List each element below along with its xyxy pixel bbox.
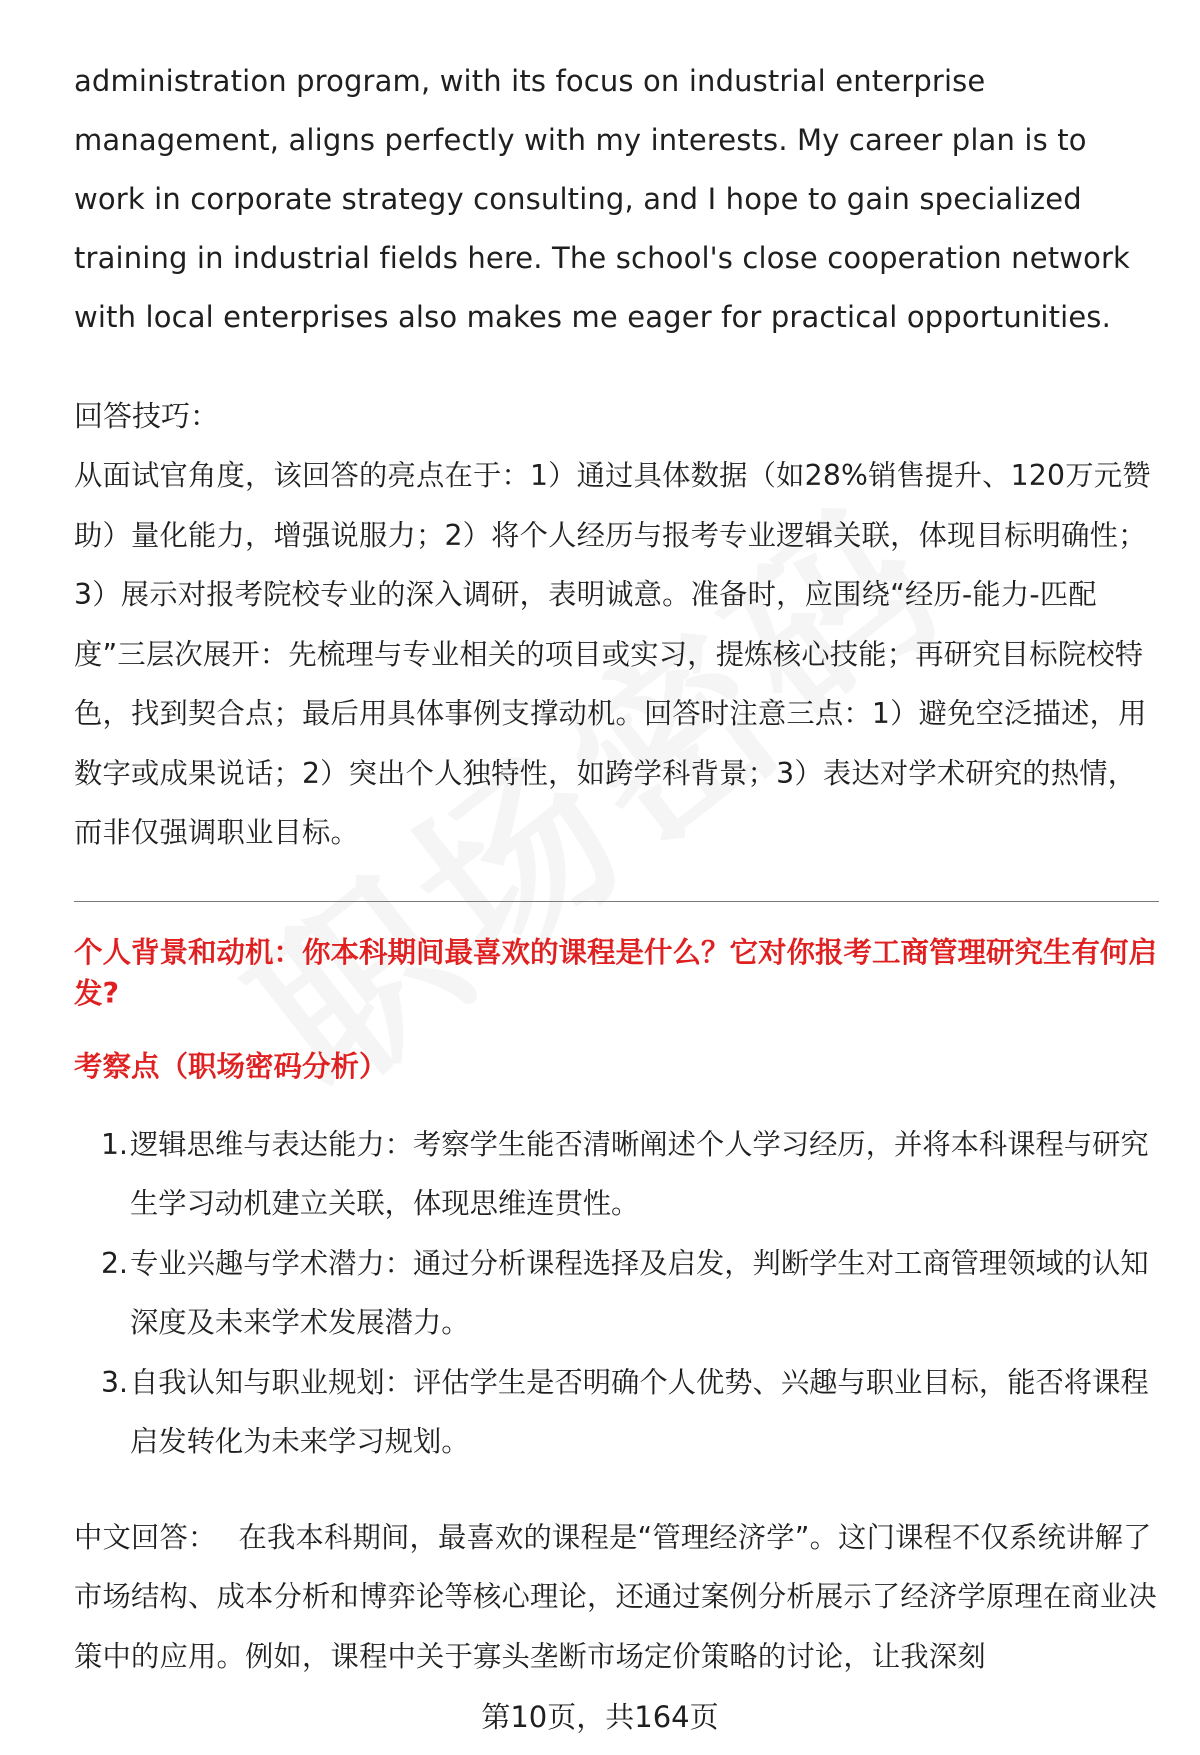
page-number: 第10页，共164页	[481, 1700, 719, 1734]
section-divider	[74, 901, 1159, 902]
tips-text: 从面试官角度，该回答的亮点在于：1）通过具体数据（如28%销售提升、120万元赞助）量化能力，增强说服力；2）将个人经历与报考专业逻辑关联，体现目标明确性；3）展示对报考院校专业的深入调研，表明诚意。准备时，应围绕“经历-能力-匹配度”三层次展开：先梳理与专业相关的项目或实习，提炼核心技能；再研究目标院校特色，找到契合点；最后用具体事例支撑动机。回答时注意三点：1）避免空泛描述，用数字或成果说话；2）突出个人独特性，如跨学科背景；3）表达对学术研究的热情，而非仅强调职业目标。	[74, 459, 1151, 849]
analysis-points-list	[74, 1115, 1159, 1472]
answer-text: 在我本科期间，最喜欢的课程是“管理经济学”。这门课程不仅系统讲解了市场结构、成本分析和博弈论等核心理论，还通过案例分析展示了经济学原理在商业决策中的应用。例如，课程中关于寡头垄断市场定价策略的讨论，让我深刻	[74, 1520, 1157, 1673]
answer-tips-section	[74, 387, 1159, 863]
point-text: 自我认知与职业规划：评估学生是否明确个人优势、兴趣与职业目标，能否将课程启发转化为未来学习规划。	[130, 1365, 1149, 1458]
answer-label: 中文回答：	[74, 1520, 217, 1554]
analysis-point	[74, 1234, 1159, 1353]
point-text: 逻辑思维与表达能力：考察学生能否清晰阐述个人学习经历，并将本科课程与研究生学习动机建立关联，体现思维连贯性。	[130, 1127, 1149, 1220]
point-text: 专业兴趣与学术潜力：通过分析课程选择及启发，判断学生对工商管理领域的认知深度及未来学术发展潜力。	[130, 1246, 1149, 1339]
point-number: 2.	[101, 1246, 128, 1280]
point-number: 3.	[101, 1365, 128, 1399]
chinese-answer	[74, 1508, 1159, 1687]
document-page	[74, 52, 1159, 1686]
question-heading: 个人背景和动机：你本科期间最喜欢的课程是什么？它对你报考工商管理研究生有何启发?	[74, 935, 1158, 1010]
english-answer-paragraph: administration program, with its focus on industrial enterprise management, aligns perfectly with my interests. My career plan is to work in corporate strategy consulting, and I hope to gain specialized training in industrial fields here. The school's close cooperation network with local enterprises also makes me eager for practical opportunities.	[74, 64, 1130, 334]
analysis-point	[74, 1115, 1159, 1234]
analysis-heading: 考察点（职场密码分析）	[74, 1049, 388, 1083]
tips-label: 回答技巧：	[74, 399, 220, 433]
point-number: 1.	[101, 1127, 128, 1161]
analysis-point	[74, 1353, 1159, 1472]
